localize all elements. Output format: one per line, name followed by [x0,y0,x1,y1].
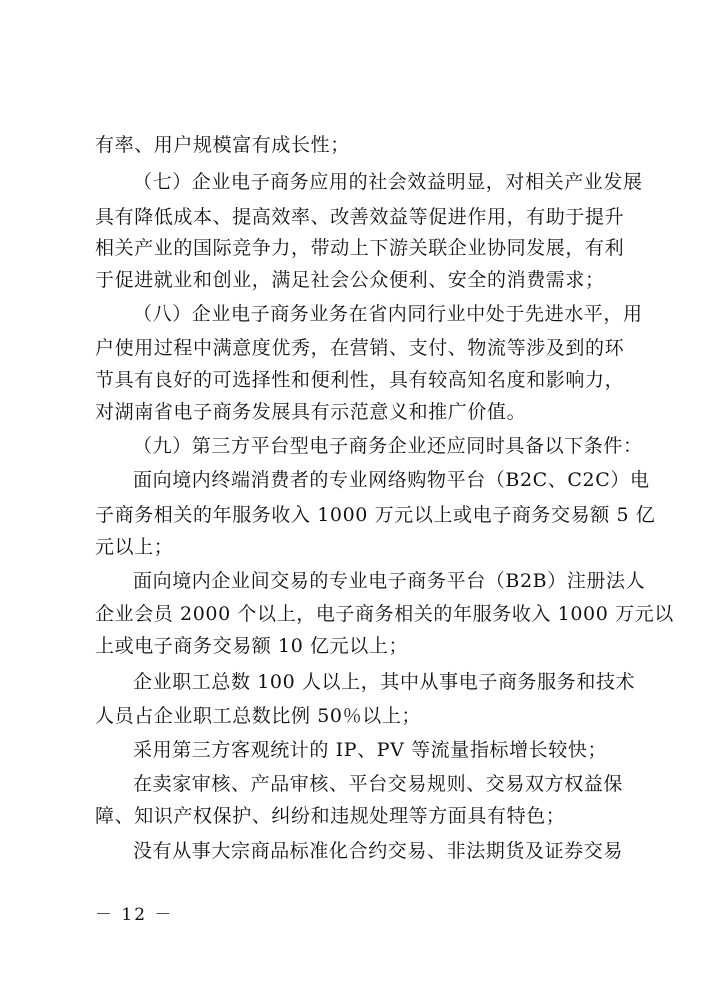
body-text-line: 对湖南省电子商务发展具有示范意义和推广价值。 [95,401,527,423]
body-text-line: 采用第三方客观统计的 IP、PV 等流量指标增长较快； [133,739,608,761]
body-text-line: 于促进就业和创业，满足社会公众便利、安全的消费需求； [95,269,605,291]
body-text-line: 节具有良好的可选择性和便利性，具有较高知名度和影响力， [95,369,625,391]
body-text-line: 户使用过程中满意度优秀，在营销、支付、物流等涉及到的环 [95,337,625,359]
body-text-line: （七）企业电子商务应用的社会效益明显，对相关产业发展 [133,171,643,193]
body-text-line: 面向境内企业间交易的专业电子商务平台（B2B）注册法人 [133,570,646,592]
body-text-line: （九）第三方平台型电子商务企业还应同时具备以下条件： [133,435,643,457]
body-text-line: 有率、用户规模富有成长性； [95,134,350,156]
body-text-line: 人员占企业职工总数比例 50％以上； [95,705,422,727]
body-text-line: 企业职工总数 100 人以上，其中从事电子商务服务和技术 [133,671,636,693]
body-text-line: 上或电子商务交易额 10 亿元以上； [95,635,409,657]
body-text-line: （八）企业电子商务业务在省内同行业中处于先进水平，用 [133,303,643,325]
page-number: － 12 － [95,905,174,925]
body-text-line: 障、知识产权保护、纠纷和违规处理等方面具有特色； [95,805,566,827]
body-text-line: 具有降低成本、提高效率、改善效益等促进作用，有助于提升 [95,206,625,228]
body-text-line: 在卖家审核、产品审核、平台交易规则、交易双方权益保 [133,773,624,795]
body-text-line: 企业会员 2000 个以上，电子商务相关的年服务收入 1000 万元以 [95,603,674,625]
body-text-line: 没有从事大宗商品标准化合约交易、非法期货及证券交易 [133,840,624,862]
body-text-line: 面向境内终端消费者的专业网络购物平台（B2C、C2C）电 [133,469,650,491]
body-text-line: 元以上； [95,536,174,558]
body-text-line: 相关产业的国际竞争力，带动上下游关联企业协同发展，有利 [95,237,625,259]
body-text-line: 子商务相关的年服务收入 1000 万元以上或电子商务交易额 5 亿 [95,504,656,526]
